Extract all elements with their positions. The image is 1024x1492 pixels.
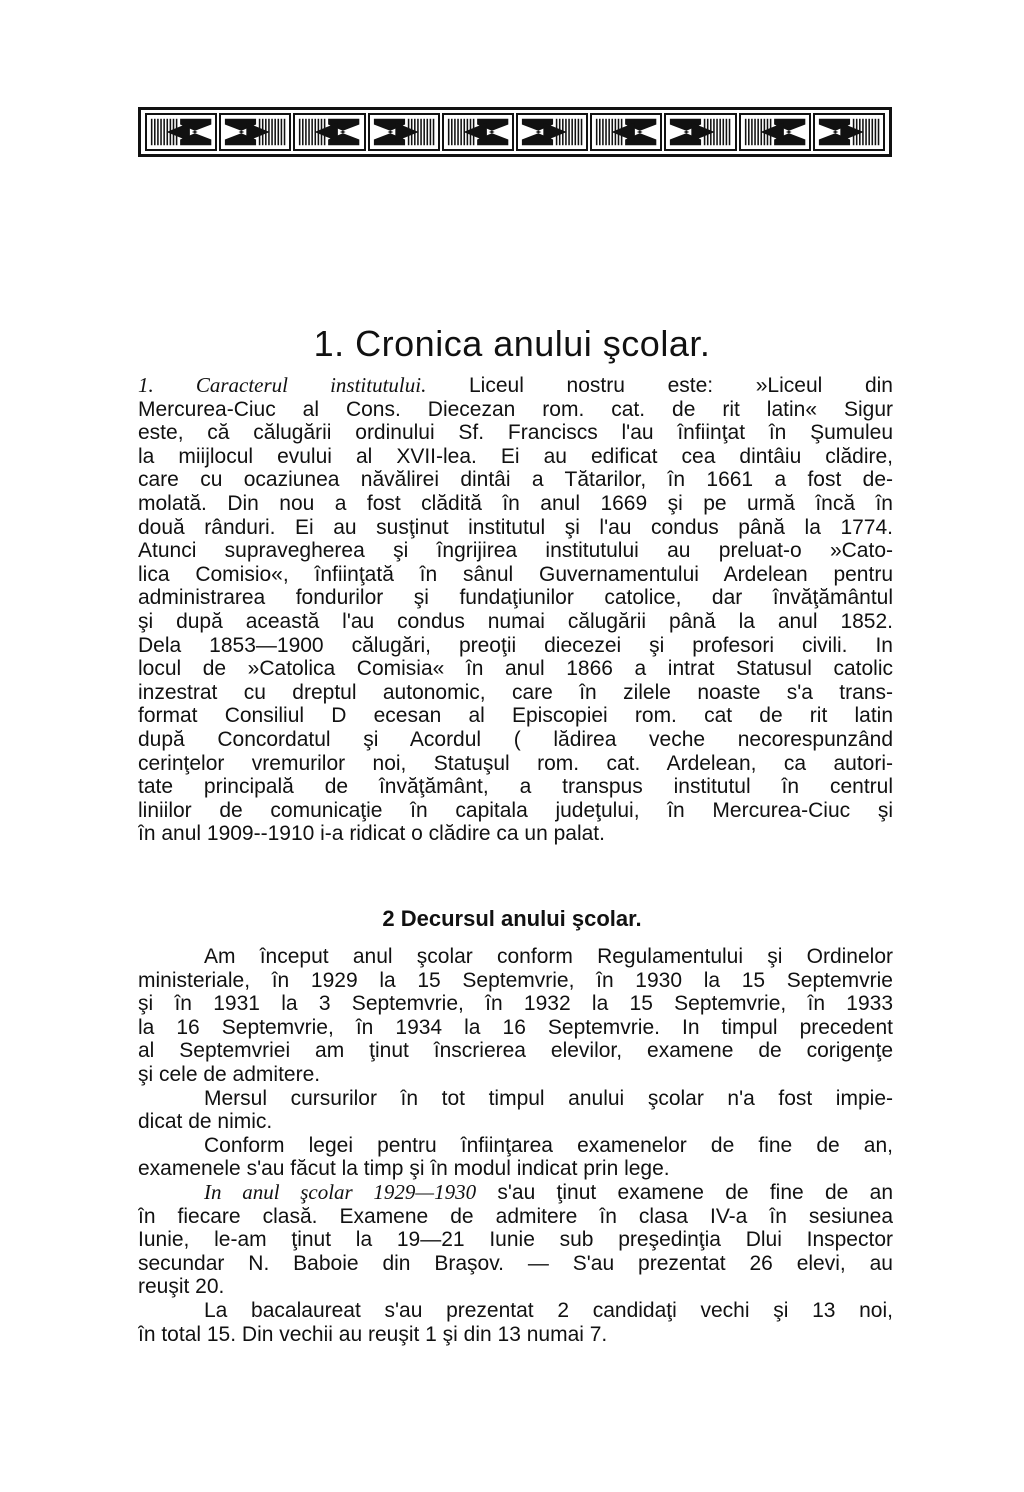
line-text: s'au ţinut examene de fine de an <box>476 1180 893 1204</box>
ornament-tile-icon <box>368 113 440 151</box>
text-line <box>138 1205 893 1229</box>
text-line <box>138 752 893 776</box>
line-text: două rânduri. Ei au susţinut institutul şi l'au condus până la 1774. <box>138 515 893 539</box>
line-text: Dela 1853—1900 călugări, preoţii diecezei şi profesori civili. In <box>138 633 893 657</box>
text-line <box>138 681 893 705</box>
line-text: La bacalaureat s'au prezentat 2 candidaţi vechi şi 13 noi, <box>204 1298 893 1322</box>
text-line <box>138 492 893 516</box>
text-line <box>138 822 893 846</box>
line-text: reuşit 20. <box>138 1275 225 1299</box>
line-text: locul de »Catolica Comisia« în anul 1866 a intrat Statusul catolic <box>138 657 893 681</box>
text-line <box>138 1228 893 1252</box>
italic-lead-text: 1. Caracterul institutului. <box>138 374 427 397</box>
text-line <box>138 1299 893 1323</box>
text-line <box>138 516 893 540</box>
line-text: Mersul cursurilor în tot timpul anului şcolar n'a fost impie- <box>204 1086 893 1110</box>
header-ornament-band <box>138 107 892 157</box>
line-text: în anul 1909--1910 i-a ridicat o clădire ca un palat. <box>138 822 605 846</box>
line-text: tate principală de învăţământ, a transpus institutul în centrul <box>138 775 893 799</box>
text-line <box>138 374 893 398</box>
section-1-body <box>138 374 893 846</box>
line-text: examenele s'au făcut la timp şi în modul indicat prin lege. <box>138 1157 670 1181</box>
ornament-tile-icon <box>293 113 365 151</box>
text-line <box>138 610 893 634</box>
ornament-tile-icon <box>739 113 811 151</box>
line-text: în total 15. Din vechii au reuşit 1 şi din 13 numai 7. <box>138 1322 608 1346</box>
line-text: molată. Din nou a fost clădită în anul 1669 şi pe urmă încă în <box>138 491 893 515</box>
line-text: după Concordatul şi Acordul ( lădirea veche necorespunzând <box>138 727 893 751</box>
text-line <box>138 1252 893 1276</box>
text-line <box>138 1275 893 1299</box>
line-text: la 16 Septemvrie, în 1934 la 16 Septemvrie. In timpul precedent <box>138 1015 893 1039</box>
line-text: ministeriale, în 1929 la 15 Septemvrie, în 1930 la 15 Septemvrie <box>138 968 893 992</box>
text-line <box>138 1134 893 1158</box>
line-text: Iunie, le-am ţinut la 19—21 Iunie sub preşedinţia Dlui Inspector <box>138 1228 893 1252</box>
text-line <box>138 992 893 1016</box>
text-line <box>138 398 893 422</box>
ornament-tile-icon <box>516 113 588 151</box>
ornament-tile-icon <box>813 113 885 151</box>
ornament-tile-icon <box>664 113 736 151</box>
line-text: şi cele de admitere. <box>138 1062 321 1086</box>
text-line <box>138 704 893 728</box>
line-text: Am început anul şcolar conform Regulamentului şi Ordinelor <box>204 945 893 968</box>
text-line <box>138 539 893 563</box>
line-text: secundar N. Baboie din Braşov. — S'au prezentat 26 elevi, au <box>138 1251 893 1275</box>
text-line <box>138 945 893 969</box>
text-line <box>138 1016 893 1040</box>
ornament-tile-icon <box>145 113 217 151</box>
line-text: la miijlocul evului al XVII-lea. Ei au edificat cea dintâiu clădire, <box>138 444 893 468</box>
line-text: Mercurea-Ciuc al Cons. Diecezan rom. cat. de rit latin« Sigur <box>138 397 893 421</box>
line-text: cerinţelor vremurilor noi, Statuşul rom. cat. Ardelean, ca autori- <box>138 751 893 775</box>
text-line <box>138 799 893 823</box>
line-text: care cu ocaziunea năvălirei dintâi a Tătarilor, în 1661 a fost de- <box>138 468 893 492</box>
line-text: format Consiliul D ecesan al Episcopiei rom. cat de rit latin <box>138 704 893 728</box>
page-title: 1. Cronica anului şcolar. <box>313 323 711 364</box>
line-text: Liceul nostru este: »Liceul din <box>426 374 893 397</box>
text-line <box>138 728 893 752</box>
text-line <box>138 445 893 469</box>
line-text: şi în 1931 la 3 Septemvrie, în 1932 la 15 Septemvrie, în 1933 <box>138 992 893 1016</box>
text-line <box>138 421 893 445</box>
section-2-title: 2 Decursul anului şcolar. <box>382 906 642 931</box>
text-line <box>138 1181 893 1205</box>
line-text: administrarea fondurilor şi fundaţiunilor catolice, dar învăţământul <box>138 586 893 610</box>
line-text: Conform legei pentru înfiinţarea examenelor de fine de an, <box>204 1133 893 1157</box>
text-line <box>138 634 893 658</box>
section-2-body <box>138 945 893 1346</box>
text-line <box>138 468 893 492</box>
line-text: în fiecare clasă. Examene de admitere în clasa IV-a în sesiunea <box>138 1204 893 1228</box>
text-line <box>138 775 893 799</box>
line-text: Atunci supravegherea şi îngrijirea institutului au preluat-o »Cato- <box>138 539 893 563</box>
line-text: inzestrat cu dreptul autonomic, care în zilele noaste s'a trans- <box>138 680 893 704</box>
text-line <box>138 563 893 587</box>
text-line <box>138 1039 893 1063</box>
text-line <box>138 969 893 993</box>
text-line <box>138 1063 893 1087</box>
text-line <box>138 1087 893 1111</box>
text-line <box>138 1323 893 1347</box>
line-text: liniilor de comunicaţie în capitala judeţului, în Mercurea-Ciuc şi <box>138 798 893 822</box>
ornament-tile-icon <box>590 113 662 151</box>
ornament-tile-icon <box>442 113 514 151</box>
text-line <box>138 1157 893 1181</box>
line-text: al Septemvriei am ţinut înscrierea elevilor, examene de corigenţe <box>138 1039 893 1063</box>
text-line <box>138 1110 893 1134</box>
text-line <box>138 586 893 610</box>
line-text: şi după această l'au condus numai călugării până la anul 1852. <box>138 609 893 633</box>
ornament-tile-icon <box>219 113 291 151</box>
italic-lead-text: In anul şcolar 1929—1930 <box>204 1180 477 1204</box>
line-text: este, că călugării ordinului Sf. Franciscs l'au înfiinţat în Şumuleu <box>138 421 893 445</box>
line-text: dicat de nimic. <box>138 1110 273 1134</box>
text-line <box>138 657 893 681</box>
line-text: lica Comisio«, înfiinţată în sânul Guvernamentului Ardelean pentru <box>138 562 893 586</box>
